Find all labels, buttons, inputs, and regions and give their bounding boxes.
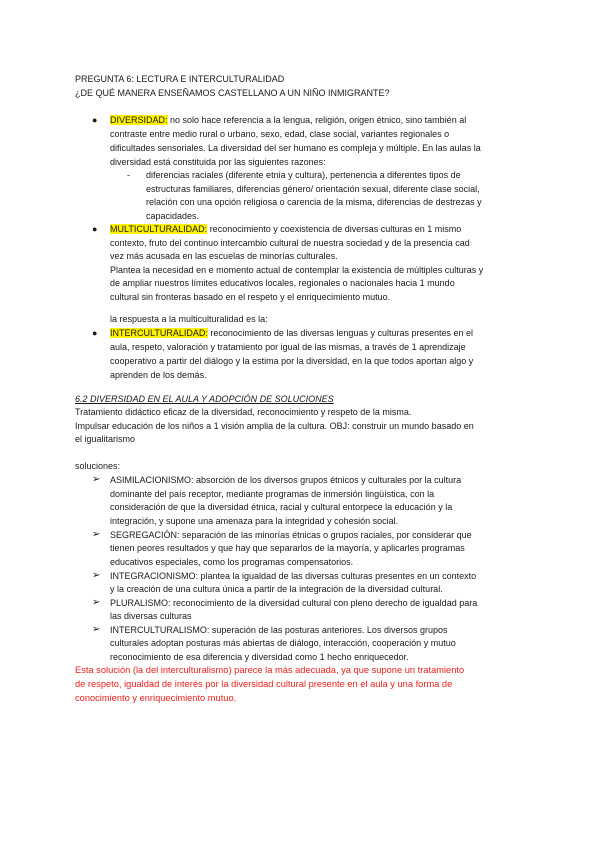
document-page: PREGUNTA 6: LECTURA E INTERCULTURALIDAD ¿DE QUÉ MANERA ENSEÑAMOS CASTELLANO A UN NIÑO INMIGRANTE? ● DIVERSIDAD: no solo hace referencia a la lengua, religión, origen étnico, sino también al contraste entre medio rural o urbano, sexo, edad, clase social, variantes regionales o dificultades sensoriales. La diversidad del ser humano es compleja y múltiple. En las aulas la diversidad está constituida por las siguientes razones: - diferencias raciales (diferente etnia y cultura), pertenencia a diferentes tipos de estructuras familiares, diferencias género/ orientación sexual, diferente clase social, relación con una opción religiosa o carencia de la misma, diferencias de destrezas y capacidades. ● MULTICULTURALIDAD: reconocimiento y coexistencia de diversas culturas en 1 mismo contexto, fruto del continuo intercambio cultural de nuestra sociedad y de la presencia cad vez más acusada en las escuelas de minorías culturales. Plantea la necesidad en e momento actual de contemplar la existencia de múltiples culturas y de ampliar nuestros límites educativos locales, regionales o nacionales hacia 1 mundo cultural sin fronteras basado en el respeto y el enriquecimiento mutuo. la respuesta a la multiculturalidad es la: ● INTERCULTURALIDAD: reconocimiento de las diversas lenguas y culturas presentes en el aula, respeto, valoración y tratamiento por igual de las mismas, a través de 1 aprendizaje cooperativo a partir del diálogo y la estima por la diversidad, en la que todos aportan algo y aprenden de los demás. 6.2 DIVERSIDAD EN EL AULA Y ADOPCIÓN DE SOLUCIONES Tratamiento didáctico eficaz de la diversidad, reconocimiento y respeto de la misma. Impulsar educación de los niños a 1 visión amplia de la cultura. OBJ: construir un mundo basado en el igualitarismo soluciones: ➢ ASIMILACIONISMO: absorción de los diversos grupos étnicos y culturales por la cultura dominante del país receptor, mediante programas de inmersión lingüística, con la consideración de que la diversidad étnica, racial y cultural entorpece la educación y la integración, y supone una amenaza para la integridad y cohesión social. ➢ SEGREGACIÓN: separación de las minorías étnicas o grupos raciales, por considerar que tienen peores resultados y que hay que separarlos de la mayoría, y aplicarles programas educativos especiales, como los programas compensatorios. ➢ INTEGRACIONISMO: plantea la igualdad de las diversas culturas presentes en un contexto y la creación de una cultura única a partir de la integración de la diversidad cultural. ➢ PLURALISMO: reconocimiento de la diversidad cultural con pleno derecho de igualdad para las diversas culturas ➢ INTERCULTURALISMO: superación de las posturas anteriores. Los diversos grupos culturales adoptan posturas más abiertas de diálogo, interacción, cooperación y mutuo reconocimiento de esa diferencia y diversidad como 1 hecho enriquecedor. Esta solución (la del interculturalismo) parece la más adecuada, ya que supone un tratamiento de respeto, igualdad de interés por la diversidad cultural presente en el aula y una forma de conocimiento y enriquecimiento mutuo. — [75, 74, 484, 703]
term-diversidad: DIVERSIDAD: — [110, 115, 168, 125]
solution-item: INTERCULTURALISMO: superación de las posturas anteriores. Los diversos grupos — [110, 625, 448, 635]
bullet-multiculturalidad: MULTICULTURALIDAD: reconocimiento y coexistencia de diversas culturas en 1 mismo — [110, 224, 462, 234]
question-subtitle: ¿DE QUÉ MANERA ENSEÑAMOS CASTELLANO A UN NIÑO INMIGRANTE? — [75, 88, 390, 98]
solution-item: SEGREGACIÓN: separación de las minorías étnicas o grupos raciales, por considerar que — [110, 530, 472, 540]
section-paragraph: Impulsar educación de los niños a 1 visión amplia de la cultura. OBJ: construir un mundo basado en — [75, 421, 474, 431]
solution-item: PLURALISMO: reconocimiento de la diversidad cultural con pleno derecho de igualdad para — [110, 598, 478, 608]
section-title: 6.2 DIVERSIDAD EN EL AULA Y ADOPCIÓN DE SOLUCIONES — [75, 394, 334, 404]
transition-text: la respuesta a la multiculturalidad es la: — [110, 314, 268, 324]
solutions-label: soluciones: — [75, 461, 121, 471]
arrow-bullet-icon: ➢ — [92, 474, 101, 485]
question-title: PREGUNTA 6: LECTURA E INTERCULTURALIDAD — [75, 74, 285, 84]
term-interculturalidad: INTERCULTURALIDAD: — [110, 328, 208, 338]
sub-item: diferencias raciales (diferente etnia y cultura), pertenencia a diferentes tipos de — [146, 170, 461, 180]
dash-icon: - — [127, 170, 130, 180]
arrow-bullet-icon: ➢ — [92, 597, 101, 608]
bullet-diversidad: DIVERSIDAD: no solo hace referencia a la lengua, religión, origen étnico, sino también al — [110, 115, 467, 125]
arrow-bullet-icon: ➢ — [92, 529, 101, 540]
arrow-bullet-icon: ➢ — [92, 570, 101, 581]
bullet-icon: ● — [92, 328, 98, 338]
section-paragraph: Tratamiento didáctico eficaz de la diversidad, reconocimiento y respeto de la misma. — [75, 407, 412, 417]
bullet-icon: ● — [92, 224, 98, 234]
bullet-icon: ● — [92, 115, 98, 125]
bullet-interculturalidad: INTERCULTURALIDAD: reconocimiento de las diversas lenguas y culturas presentes en el — [110, 328, 474, 338]
conclusion-text: Esta solución (la del interculturalismo) parece la más adecuada, ya que supone un tratamiento — [75, 665, 465, 675]
solution-item: ASIMILACIONISMO: absorción de los diversos grupos étnicos y culturales por la cultura — [110, 475, 462, 485]
arrow-bullet-icon: ➢ — [92, 624, 101, 635]
solution-item: INTEGRACIONISMO: plantea la igualdad de las diversas culturas presentes en un contexto — [110, 571, 477, 581]
term-multiculturalidad: MULTICULTURALIDAD: — [110, 224, 208, 234]
